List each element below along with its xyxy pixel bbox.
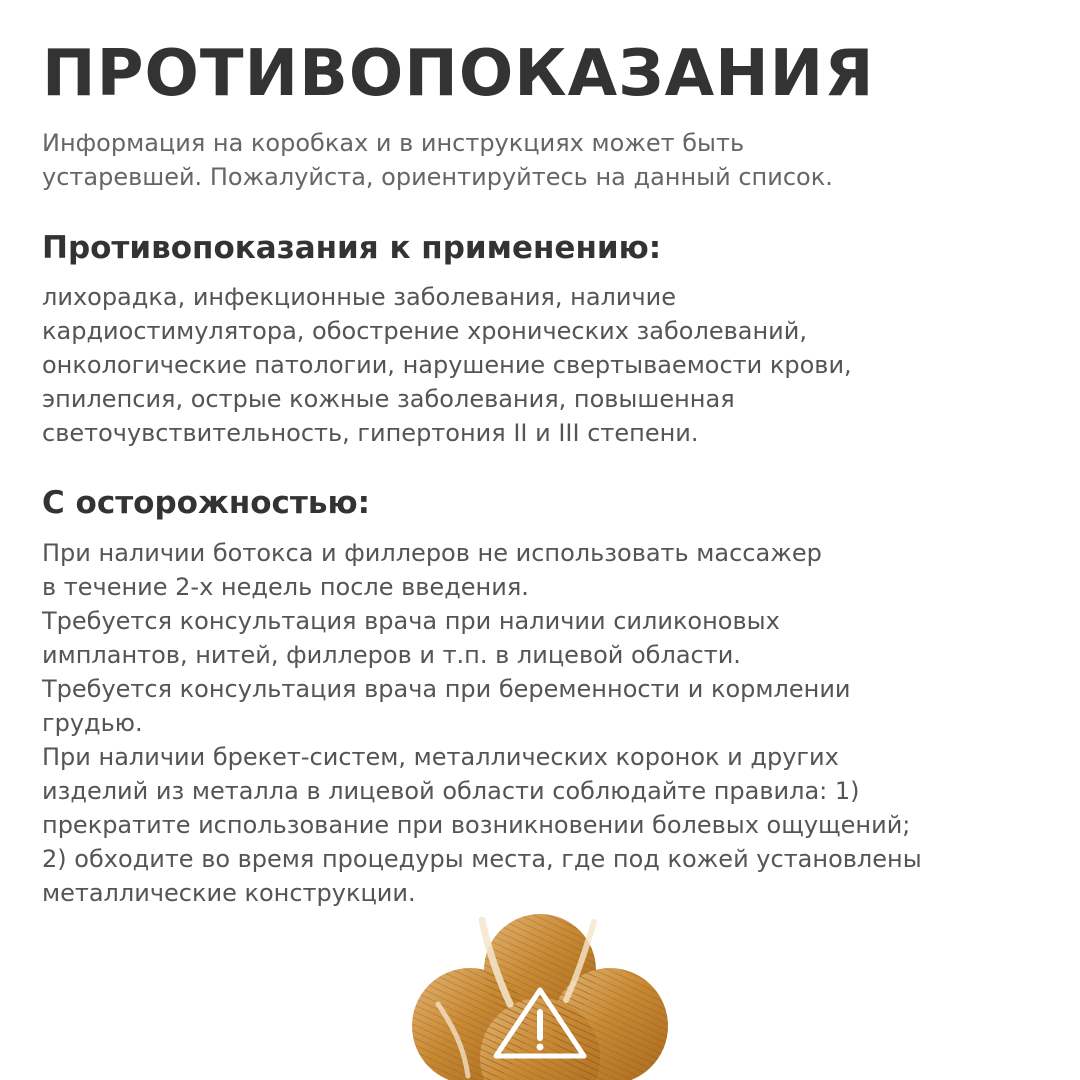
intro-text bbox=[42, 126, 1042, 194]
caution-line: Требуется консультация врача при наличии силиконовых bbox=[42, 607, 780, 635]
caution-heading: С осторожностью: bbox=[42, 485, 371, 521]
intro-line: Информация на коробках и в инструкциях может быть bbox=[42, 129, 745, 157]
intro-line: устаревшей. Пожалуйста, ориентируйтесь на данный список. bbox=[42, 163, 833, 191]
caution-line: Требуется консультация врача при беременности и кормлении bbox=[42, 675, 851, 703]
warning-emblem bbox=[398, 908, 682, 1080]
caution-line: в течение 2-х недель после введения. bbox=[42, 573, 529, 601]
caution-list bbox=[42, 536, 1052, 910]
caution-line: изделий из металла в лицевой области соблюдайте правила: 1) bbox=[42, 777, 860, 805]
caution-line: имплантов, нитей, филлеров и т.п. в лицевой области. bbox=[42, 641, 741, 669]
caution-line: При наличии ботокса и филлеров не использовать массажер bbox=[42, 539, 822, 567]
caution-line: металлические конструкции. bbox=[42, 879, 416, 907]
contraindications-line: кардиостимулятора, обострение хронических заболеваний, bbox=[42, 317, 807, 345]
contraindications-line: светочувствительность, гипертония II и III степени. bbox=[42, 419, 699, 447]
caution-line: При наличии брекет-систем, металлических коронок и других bbox=[42, 743, 839, 771]
caution-line: прекратите использование при возникновении болевых ощущений; bbox=[42, 811, 911, 839]
contraindications-line: онкологические патологии, нарушение свертываемости крови, bbox=[42, 351, 852, 379]
caution-line: грудью. bbox=[42, 709, 143, 737]
contraindications-list bbox=[42, 280, 1052, 450]
caution-line: 2) обходите во время процедуры места, где под кожей установлены bbox=[42, 845, 922, 873]
contraindications-heading: Противопоказания к применению: bbox=[42, 230, 662, 266]
contraindications-line: лихорадка, инфекционные заболевания, наличие bbox=[42, 283, 677, 311]
contraindications-line: эпилепсия, острые кожные заболевания, повышенная bbox=[42, 385, 735, 413]
page-title: ПРОТИВОПОКАЗАНИЯ bbox=[42, 37, 875, 111]
